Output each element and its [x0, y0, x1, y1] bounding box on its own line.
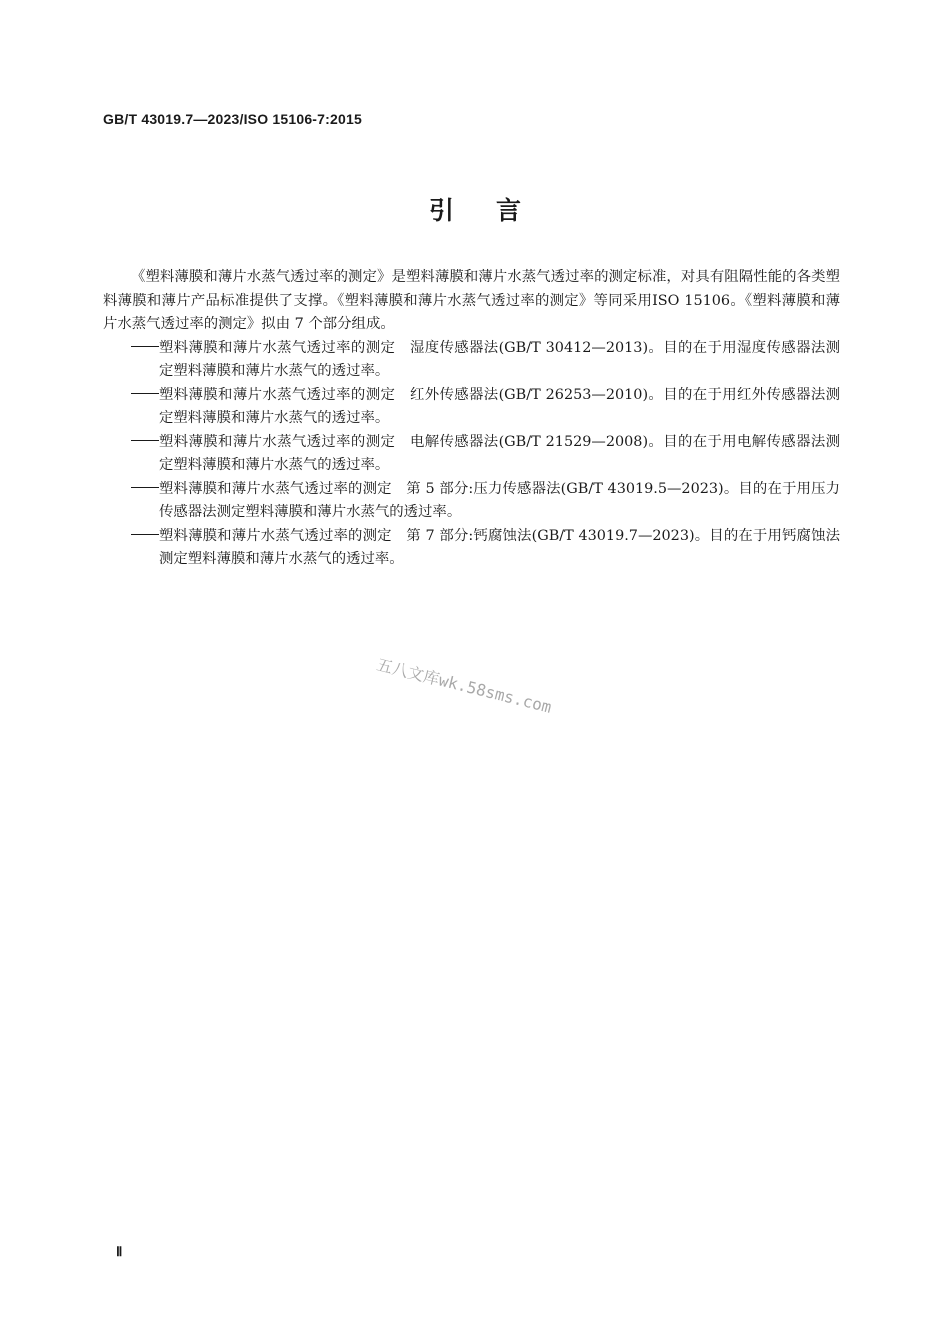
body-text	[103, 266, 840, 572]
dash-marker	[131, 431, 159, 455]
list-item	[103, 478, 840, 525]
list-item-text: 塑料薄膜和薄片水蒸气透过率的测定 湿度传感器法(GB/T 30412—2013)。目的在于用湿度传感器法测定塑料薄膜和薄片水蒸气的透过率。	[159, 339, 840, 379]
list-item-text: 塑料薄膜和薄片水蒸气透过率的测定 电解传感器法(GB/T 21529—2008)。目的在于用电解传感器法测定塑料薄膜和薄片水蒸气的透过率。	[159, 433, 840, 473]
parts-list	[103, 337, 840, 572]
watermark: 五八文库wk.58sms.com	[374, 654, 554, 717]
list-item	[103, 337, 840, 384]
standard-code: GB/T 43019.7—2023/ISO 15106-7:2015	[103, 111, 362, 127]
list-item	[103, 525, 840, 572]
intro-paragraph: 《塑料薄膜和薄片水蒸气透过率的测定》是塑料薄膜和薄片水蒸气透过率的测定标准，对具有阻隔性能的各类塑料薄膜和薄片产品标准提供了支撑。《塑料薄膜和薄片水蒸气透过率的测定》等同采用ISO 15106。《塑料薄膜和薄片水蒸气透过率的测定》拟由 7 个部分组成。	[103, 269, 840, 332]
list-item	[103, 384, 840, 431]
dash-marker	[131, 525, 159, 549]
list-item	[103, 431, 840, 478]
list-item-text: 塑料薄膜和薄片水蒸气透过率的测定 红外传感器法(GB/T 26253—2010)。目的在于用红外传感器法测定塑料薄膜和薄片水蒸气的透过率。	[159, 386, 840, 426]
list-item-text: 塑料薄膜和薄片水蒸气透过率的测定 第 5 部分:压力传感器法(GB/T 43019.5—2023)。目的在于用压力传感器法测定塑料薄膜和薄片水蒸气的透过率。	[159, 480, 840, 520]
dash-marker	[131, 478, 159, 502]
page-number: Ⅱ	[116, 1244, 123, 1259]
dash-marker	[131, 384, 159, 408]
list-item-text: 塑料薄膜和薄片水蒸气透过率的测定 第 7 部分:钙腐蚀法(GB/T 43019.7—2023)。目的在于用钙腐蚀法测定塑料薄膜和薄片水蒸气的透过率。	[159, 527, 840, 567]
section-title: 引言	[428, 196, 563, 225]
dash-marker	[131, 337, 159, 361]
